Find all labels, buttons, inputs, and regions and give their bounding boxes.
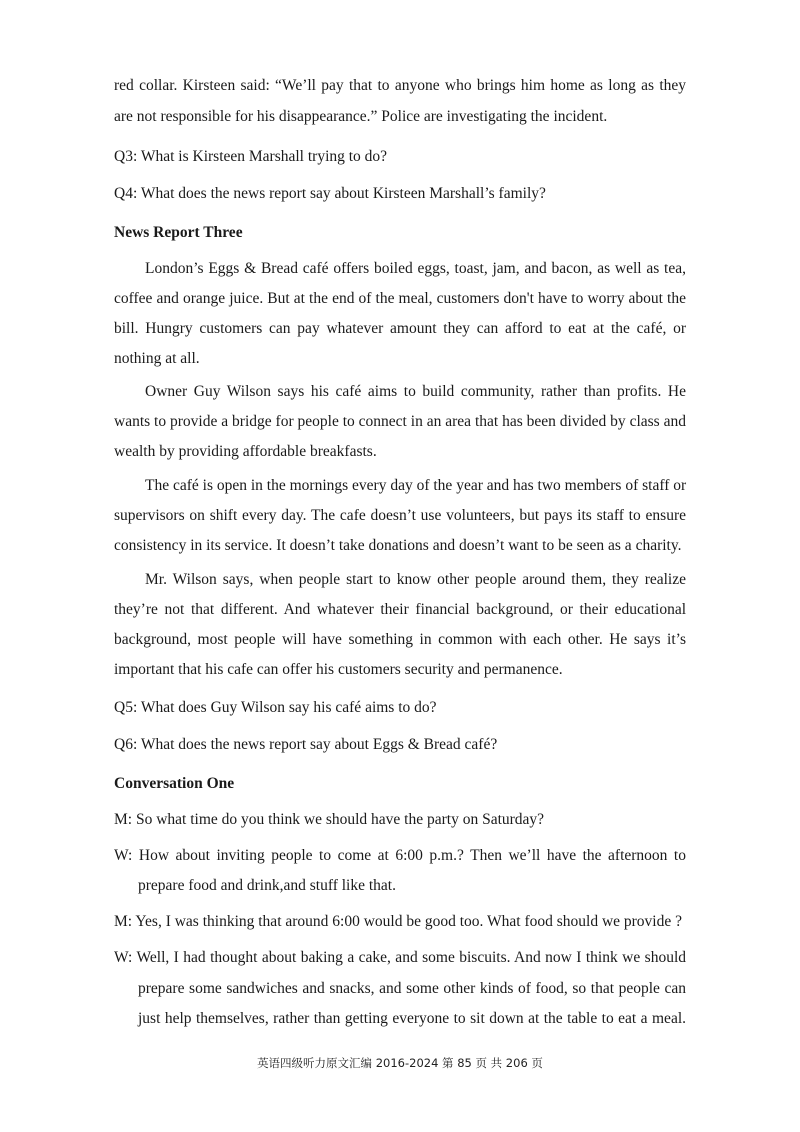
- paragraph-line: they’re not that different. And whatever their financial background, or their educational: [114, 601, 686, 618]
- paragraph-line: coffee and orange juice. But at the end of the meal, customers don't have to worry about the: [114, 290, 686, 307]
- paragraph-line: wealth by providing affordable breakfasts.: [114, 443, 377, 460]
- question-q4: Q4: What does the news report say about Kirsteen Marshall’s family?: [114, 185, 546, 202]
- paragraph-line: wants to provide a bridge for people to connect in an area that has been divided by class and: [114, 413, 686, 430]
- paragraph-line: consistency in its service. It doesn’t take donations and doesn’t want to be seen as a charity.: [114, 537, 682, 554]
- paragraph-line: Owner Guy Wilson says his café aims to build community, rather than profits. He: [145, 383, 686, 400]
- text-line: red collar. Kirsteen said: “We’ll pay that to anyone who brings him home as long as they: [114, 77, 686, 94]
- paragraph-line: nothing at all.: [114, 350, 200, 367]
- dialogue-line: prepare some sandwiches and snacks, and some other kinds of food, so that people can: [138, 980, 686, 997]
- paragraph-line: The café is open in the mornings every day of the year and has two members of staff or: [145, 477, 687, 494]
- question-q3: Q3: What is Kirsteen Marshall trying to do?: [114, 148, 388, 165]
- heading-conversation-one: Conversation One: [114, 775, 235, 792]
- paragraph-line: London’s Eggs & Bread café offers boiled eggs, toast, jam, and bacon, as well as tea,: [145, 260, 686, 277]
- dialogue-line: W: Well, I had thought about baking a cake, and some biscuits. And now I think we should: [114, 949, 686, 966]
- paragraph-line: important that his cafe can offer his customers security and permanence.: [114, 661, 563, 678]
- question-q5: Q5: What does Guy Wilson say his café aims to do?: [114, 699, 437, 716]
- paragraph-line: supervisors on shift every day. The cafe doesn’t use volunteers, but pays its staff to ensure: [114, 507, 686, 524]
- dialogue-line: M: So what time do you think we should have the party on Saturday?: [114, 811, 545, 828]
- dialogue-line: W: How about inviting people to come at 6:00 p.m.? Then we’ll have the afternoon to: [114, 847, 686, 864]
- paragraph-line: bill. Hungry customers can pay whatever amount they can afford to eat at the café, or: [114, 320, 686, 337]
- heading-news-report-three: News Report Three: [114, 224, 243, 241]
- dialogue-line: M: Yes, I was thinking that around 6:00 would be good too. What food should we provide ?: [114, 913, 682, 930]
- page-footer: 英语四级听力原文汇编 2016-2024 第 85 页 共 206 页: [257, 1056, 543, 1070]
- paragraph-line: Mr. Wilson says, when people start to know other people around them, they realize: [145, 571, 686, 588]
- dialogue-line: just help themselves, rather than getting everyone to sit down at the table to eat a meal.: [138, 1010, 686, 1027]
- dialogue-line: prepare food and drink,and stuff like that.: [138, 877, 396, 894]
- question-q6: Q6: What does the news report say about Eggs & Bread café?: [114, 736, 498, 753]
- text-line: are not responsible for his disappearance.” Police are investigating the incident.: [114, 108, 608, 125]
- paragraph-line: background, most people will have something in common with each other. He says it’s: [114, 631, 686, 648]
